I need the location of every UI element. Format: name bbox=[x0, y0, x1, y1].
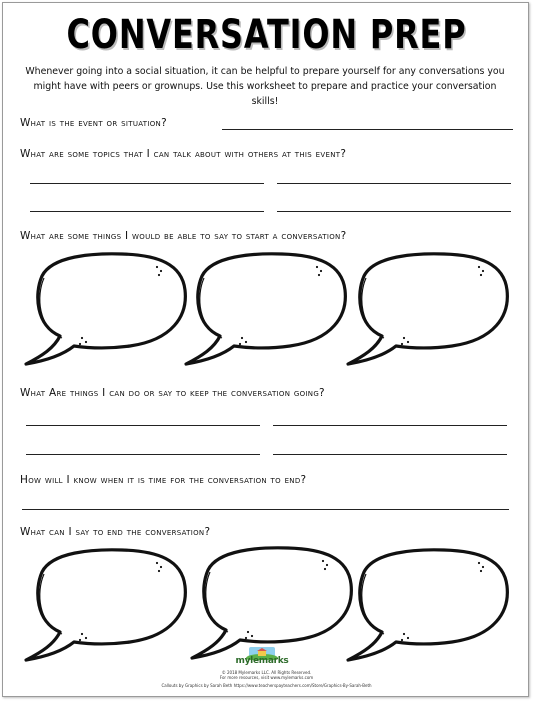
mylemarks-logo bbox=[232, 645, 292, 669]
speech-bubble-start-2[interactable] bbox=[182, 250, 350, 370]
question-keep-going: What Are things I can do or say to keep the conversation going? bbox=[20, 387, 325, 399]
answer-line-keep-2[interactable] bbox=[273, 425, 507, 426]
speech-bubble-start-3[interactable] bbox=[344, 250, 512, 370]
logo-wordmark: mylemarks bbox=[235, 656, 289, 666]
question-topics: What are some topics that I can talk about with others at this event? bbox=[20, 148, 347, 160]
speech-bubble-end-1[interactable] bbox=[22, 546, 190, 666]
answer-line-topic-3[interactable] bbox=[30, 211, 264, 212]
answer-line-keep-1[interactable] bbox=[26, 425, 260, 426]
speech-bubble-start-1[interactable] bbox=[22, 250, 190, 370]
answer-line-topic-1[interactable] bbox=[30, 183, 264, 184]
answer-line-topic-2[interactable] bbox=[277, 183, 511, 184]
resources-text: For more resources, visit www.mylemarks.com bbox=[219, 675, 314, 680]
answer-line-keep-4[interactable] bbox=[273, 454, 507, 455]
question-event: What is the event or situation? bbox=[20, 117, 167, 129]
question-end-conversation: What can I say to end the conversation? bbox=[20, 526, 211, 538]
answer-line-event[interactable] bbox=[222, 129, 513, 130]
copyright-text: © 2018 Mylemarks LLC. All Rights Reserved. bbox=[221, 670, 312, 675]
page-title: CONVERSATION PREP bbox=[66, 12, 467, 58]
question-know-end: How will I know when it is time for the conversation to end? bbox=[20, 474, 307, 486]
speech-bubble-end-3[interactable] bbox=[344, 546, 512, 666]
answer-line-topic-4[interactable] bbox=[277, 211, 511, 212]
question-start-conversation: What are some things I would be able to say to start a conversation? bbox=[20, 230, 347, 242]
answer-line-keep-3[interactable] bbox=[26, 454, 260, 455]
intro-text: Whenever going into a social situation, it can be helpful to prepare yourself for any conversations you might have with peers or grownups. Use this worksheet to prepare and practice your conversation skills! bbox=[25, 66, 505, 107]
answer-line-know-end[interactable] bbox=[22, 509, 509, 510]
callouts-credit: Callouts by Graphics by Sarah Beth https://www.teacherspayteachers.com/Store/Graphics-By-Sarah-Beth bbox=[161, 683, 372, 688]
